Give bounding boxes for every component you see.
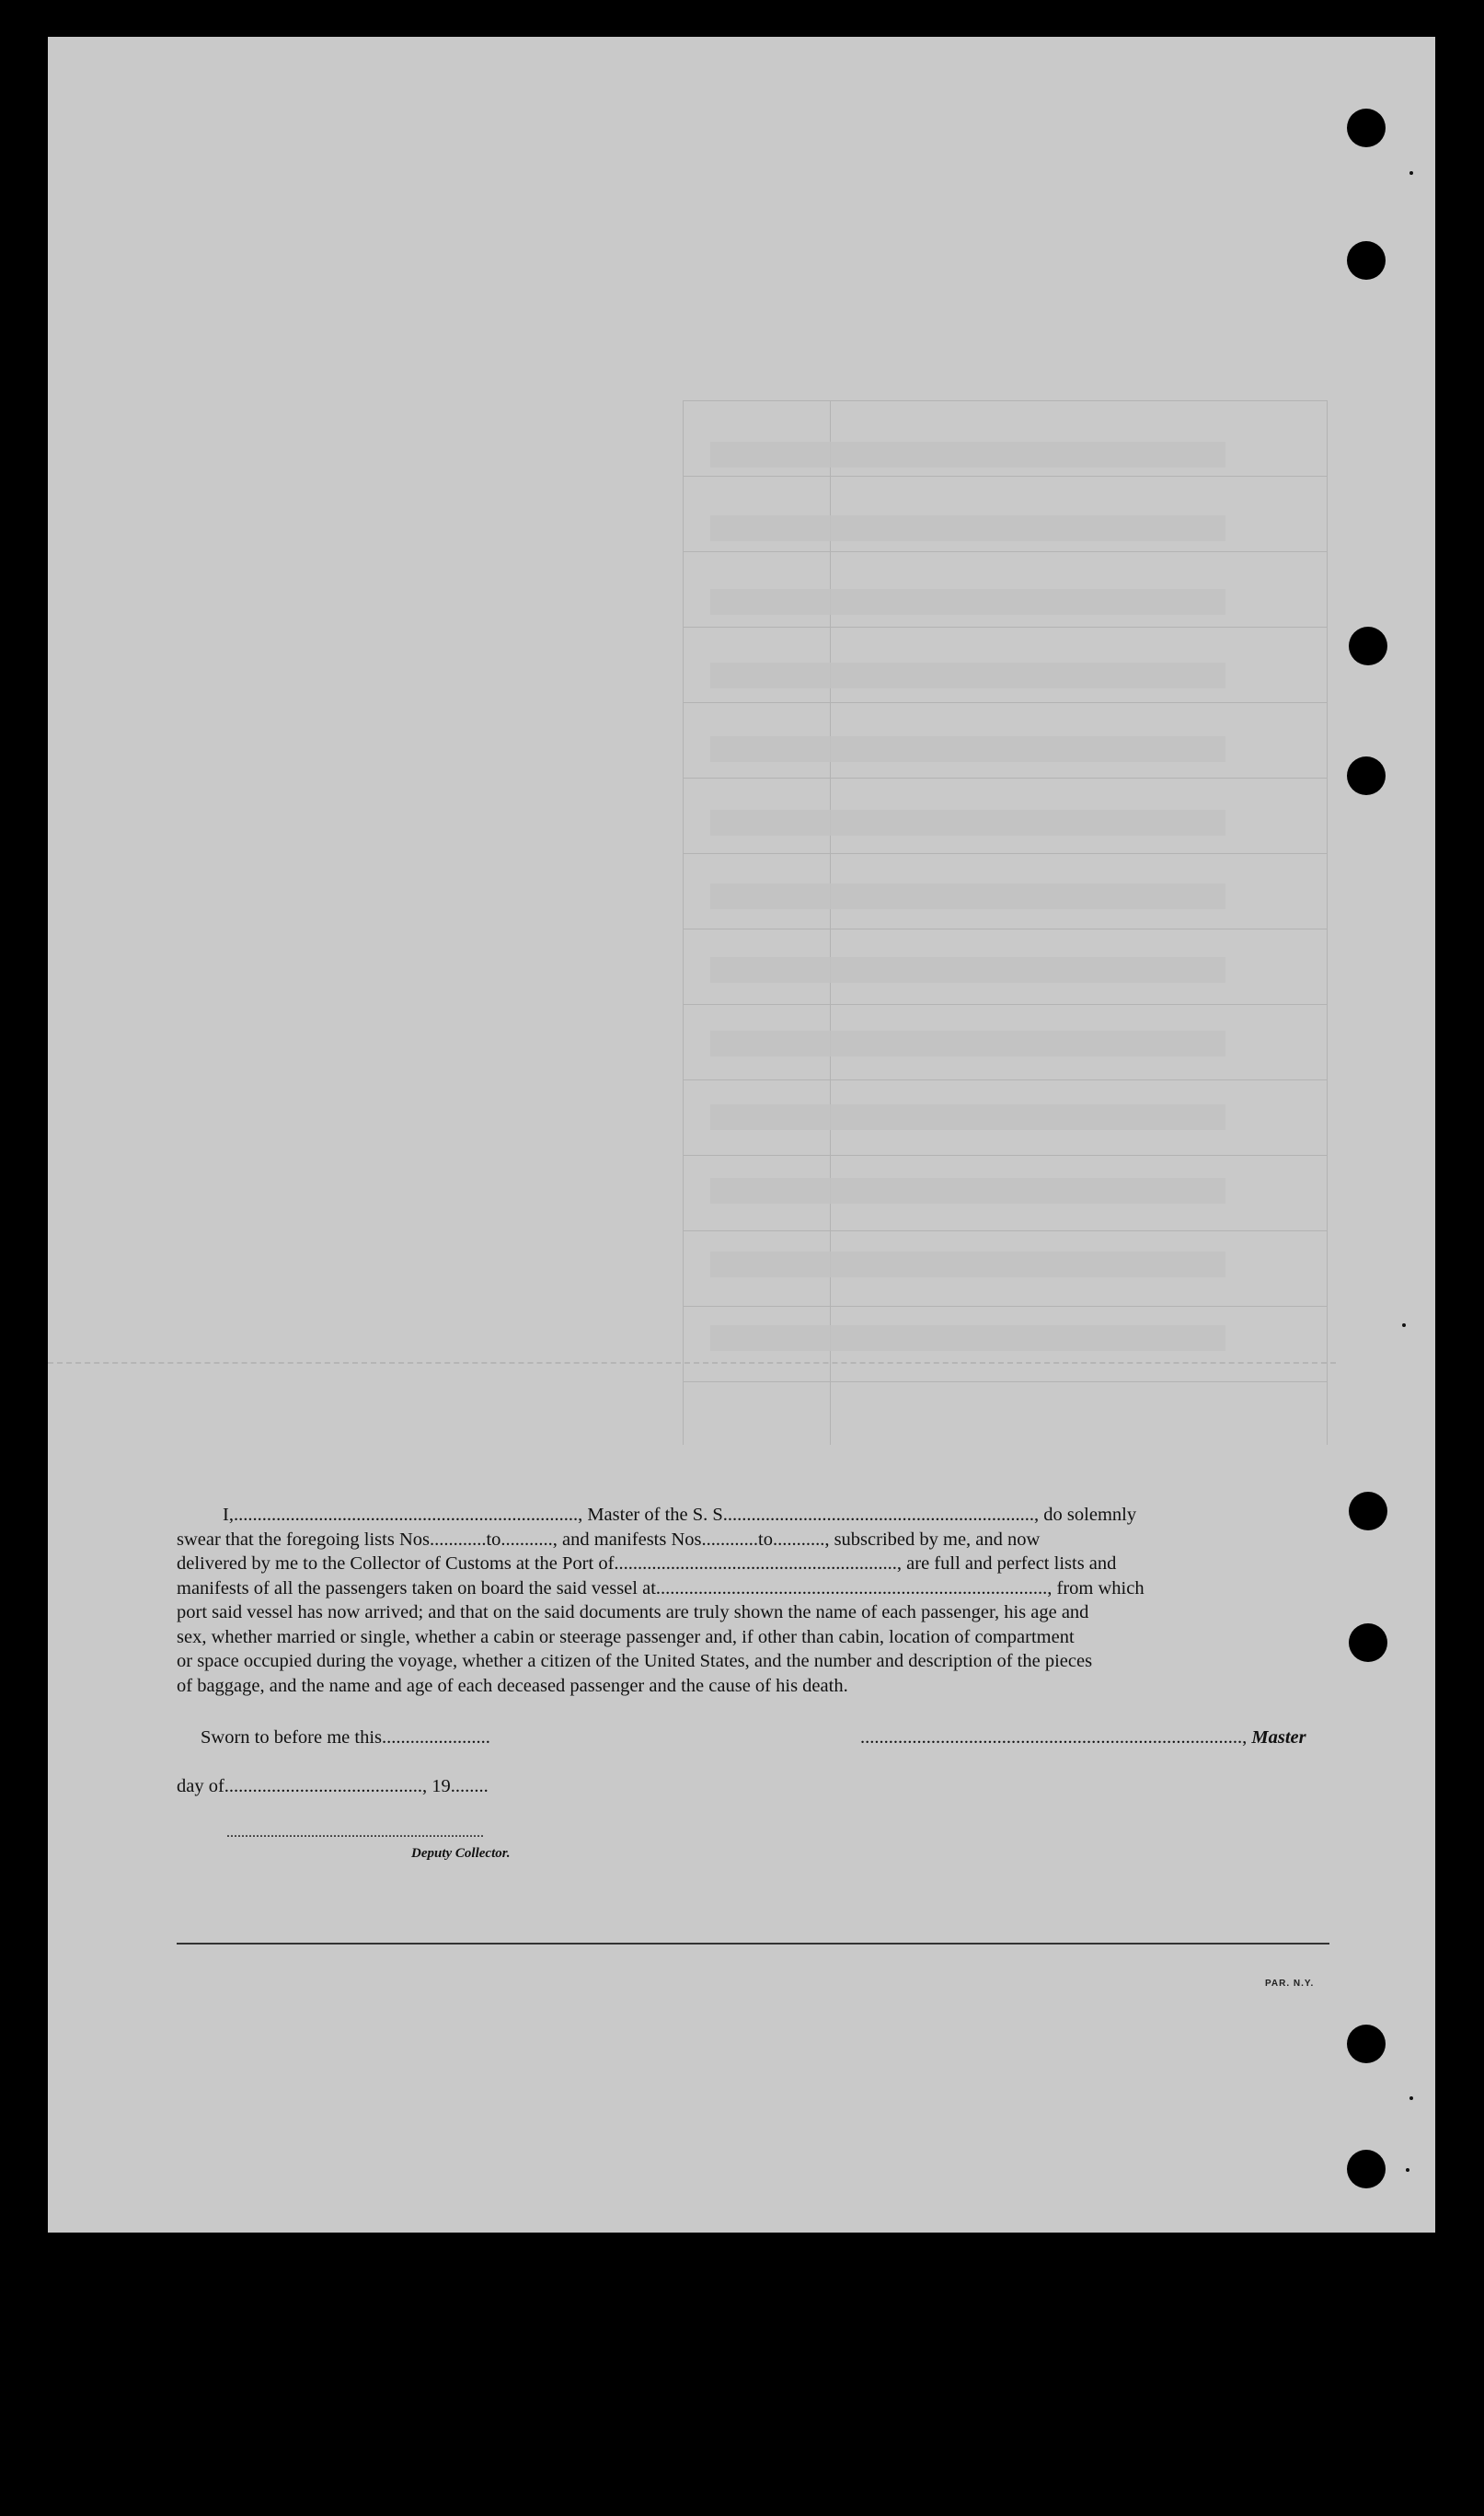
deputy-collector-label: Deputy Collector. bbox=[411, 1846, 511, 1861]
collector-signature-line: ...................................................................... bbox=[226, 1825, 484, 1841]
sworn-before-text: Sworn to before me this....................... bbox=[201, 1727, 490, 1748]
oath-line: or space occupied during the voyage, whether a citizen of the United States, and the number and description of the pieces bbox=[177, 1651, 1093, 1671]
punch-hole bbox=[1347, 2150, 1386, 2188]
master-signature-line bbox=[860, 1727, 1306, 1749]
punch-hole bbox=[1347, 756, 1386, 795]
oath-line: manifests of all the passengers taken on board the said vessel at..................................................................................., from which bbox=[177, 1577, 1145, 1598]
master-signature-dots: ................................................................................., bbox=[860, 1727, 1248, 1748]
manifest-page bbox=[48, 37, 1435, 2233]
oath-line: delivered by me to the Collector of Customs at the Port of............................................................, are full and perfect lists and bbox=[177, 1553, 1117, 1574]
punch-hole bbox=[1349, 627, 1387, 665]
oath-line: port said vessel has now arrived; and that on the said documents are truly shown the name of each passenger, his age and bbox=[177, 1602, 1089, 1622]
punch-hole bbox=[1349, 1623, 1387, 1662]
punch-hole bbox=[1347, 109, 1386, 147]
oath-line: sex, whether married or single, whether a cabin or steerage passenger and, if other than cabin, location of compartment bbox=[177, 1626, 1075, 1647]
bleed-through-table bbox=[683, 400, 1327, 1445]
bottom-rule bbox=[177, 1943, 1329, 1945]
day-of-line: day of.........................................., 19........ bbox=[177, 1776, 489, 1796]
punch-hole bbox=[1347, 241, 1386, 280]
bleed-through-divider bbox=[48, 1362, 1336, 1365]
printer-mark: PAR. N.Y. bbox=[1265, 1979, 1315, 1989]
oath-paragraph bbox=[177, 1503, 1338, 1698]
oath-line: swear that the foregoing lists Nos............to..........., and manifests Nos............to..........., subscribed by me, and now bbox=[177, 1529, 1041, 1550]
master-label: Master bbox=[1251, 1727, 1306, 1748]
punch-hole bbox=[1347, 2025, 1386, 2063]
punch-hole bbox=[1349, 1492, 1387, 1530]
oath-line: of baggage, and the name and age of each deceased passenger and the cause of his death. bbox=[177, 1675, 848, 1696]
oath-line: I,........................................................................., Master of the S. S.................................................................., do solemnly bbox=[223, 1505, 1137, 1525]
